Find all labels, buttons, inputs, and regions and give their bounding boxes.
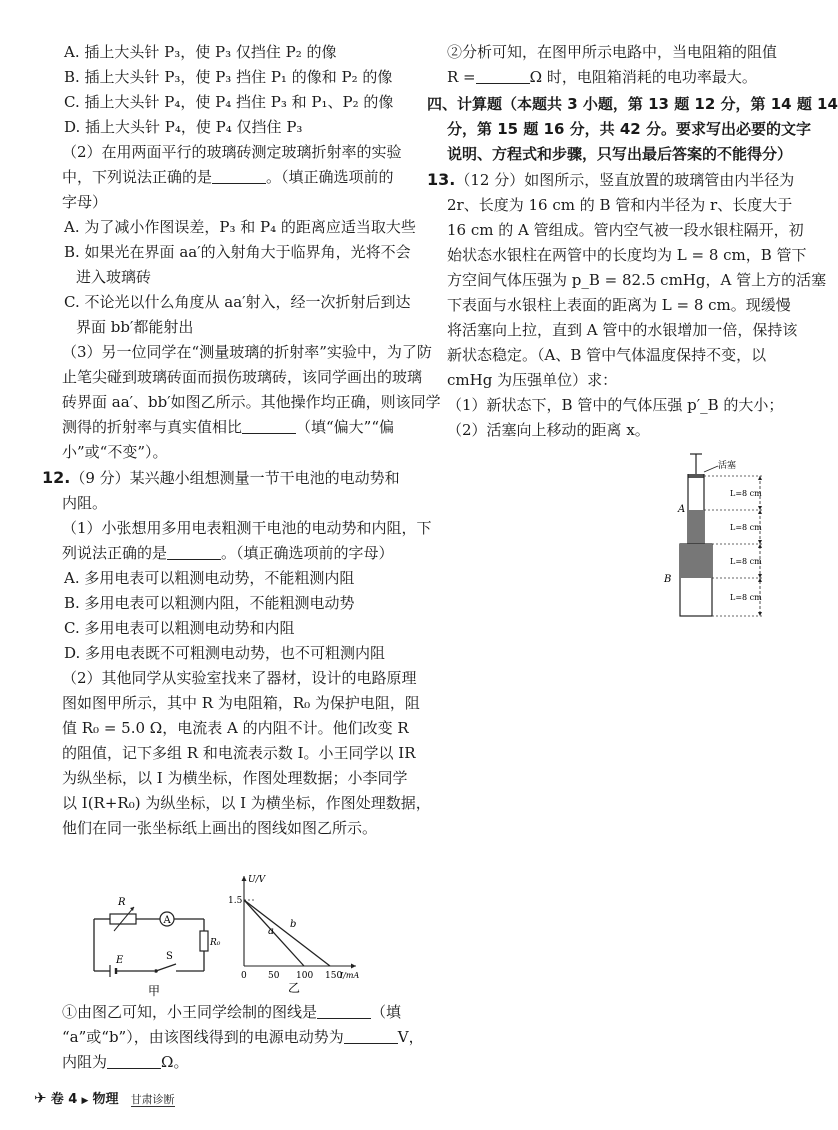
glass-tube-figure <box>660 452 790 624</box>
q11-part3-line5: 小”或“不变”）。 <box>62 443 168 461</box>
q12-part2-line3: 值 R₀ = 5.0 Ω，电流表 A 的内阻不计。他们改变 R <box>62 719 409 737</box>
q12-part2-line5: 为纵坐标，以 I 为横坐标，作图处理数据；小李同学 <box>62 769 408 787</box>
circuit-diagram <box>86 885 226 1000</box>
page-footer <box>34 1088 175 1107</box>
q11-part2-option-b: B. 如果光在界面 aa′的入射角大于临界角，光将不会 <box>64 243 411 261</box>
y-axis-arrow <box>242 876 247 881</box>
label-s: S <box>166 951 173 962</box>
label-a: A <box>163 915 171 926</box>
q11-option-d: D. 插上大头针 P₄，使 P₄ 仅挡住 P₃ <box>64 118 303 136</box>
q13-line8: 新状态稳定。（A、B 管中气体温度保持不变，以 <box>447 346 767 364</box>
q12-sub1-line2: “a”或“b”），由该图线得到的电源电动势为 V， <box>62 1028 424 1046</box>
q11-part2-line1: （2）在用两面平行的玻璃砖测定玻璃折射率的实验 <box>62 143 402 161</box>
q11-part2-line3: 字母） <box>62 193 108 211</box>
q12-sub2-line1: ②分析可知，在图甲所示电路中，当电阻箱的阻值 <box>447 43 778 61</box>
piston <box>688 474 704 478</box>
q13-line4: 始状态水银柱在两管中的长度均为 L = 8 cm，B 管下 <box>447 246 807 264</box>
q12-sub1-line1: ①由图乙可知，小王同学绘制的图线是 （填 <box>62 1003 402 1021</box>
protective-resistor-symbol <box>200 931 208 951</box>
line-b-label: b <box>290 919 297 930</box>
footer-volume: 卷 4 <box>50 1092 78 1107</box>
mercury-column-b <box>680 544 712 578</box>
q12-part1-option-c: C. 多用电表可以粗测电动势和内阻 <box>64 619 295 637</box>
switch-lever <box>156 964 176 971</box>
right-column <box>427 40 838 443</box>
q11-option-b: B. 插上大头针 P₃，使 P₃ 挡住 P₁ 的像和 P₂ 的像 <box>64 68 393 86</box>
left-column <box>42 40 441 841</box>
question-number: 13. <box>427 170 456 189</box>
label-tube-b: B <box>664 574 672 585</box>
q12-part2-line6: 以 I(R+R₀) 为纵坐标，以 I 为横坐标，作图处理数据， <box>62 794 431 812</box>
answer-blank[interactable] <box>167 545 221 560</box>
q11-part2-option-c: C. 不论光以什么角度从 aa′射入，经一次折射后到达 <box>64 293 411 311</box>
q11-part3-line4: 测得的折射率与真实值相比 （填“偏大”“偏 <box>62 418 395 436</box>
caption-jia: 甲 <box>148 984 161 998</box>
q12-part1-option-b: B. 多用电表可以粗测内阻，不能粗测电动势 <box>64 594 355 612</box>
y-tick-label: 1.5 <box>228 896 243 906</box>
line-b <box>244 900 330 966</box>
q13-line3: 16 cm 的 A 管组成。管内空气被一段水银柱隔开，初 <box>447 221 804 239</box>
q12-sub2-line2: R = Ω 时，电阻箱消耗的电功率最大。 <box>447 68 757 86</box>
answer-blank[interactable] <box>212 169 266 184</box>
dim-label-2: L=8 cm <box>730 523 762 532</box>
section4-heading-line1: 四、计算题（本题共 3 小题，第 13 题 12 分，第 14 题 14 <box>427 95 838 113</box>
x-tick-150: 150 <box>325 971 343 981</box>
resistance-box-symbol <box>110 914 136 924</box>
q11-part3-line2: 止笔尖碰到玻璃砖面而损伤玻璃砖，该同学画出的玻璃 <box>62 368 423 386</box>
answer-blank[interactable] <box>242 419 296 434</box>
line-a <box>244 900 304 966</box>
x-tick-0: 0 <box>241 971 247 981</box>
question-number: 12. <box>42 468 71 487</box>
x-axis-arrow <box>351 964 356 969</box>
q13-part2: （2）活塞向上移动的距离 x。 <box>447 421 650 439</box>
q12-part2-line4: 的阻值，记下多组 R 和电流表示数 I。小王同学以 IR <box>62 744 416 762</box>
paper-plane-icon: ✈ <box>34 1089 47 1107</box>
q11-part2-option-b-cont: 进入玻璃砖 <box>76 268 152 286</box>
q12-part1-option-a: A. 多用电表可以粗测电动势，不能粗测内阻 <box>64 569 355 587</box>
graph-yi <box>226 870 361 995</box>
q12-heading: 12.（9 分）某兴趣小组想测量一节干电池的电动势和 <box>42 468 400 487</box>
x-tick-100: 100 <box>296 971 314 981</box>
caption-yi: 乙 <box>288 981 301 995</box>
line-a-label: a <box>268 926 274 937</box>
q11-option-a: A. 插上大头针 P₃，使 P₃ 仅挡住 P₂ 的像 <box>64 43 337 61</box>
q12-part2-line7: 他们在同一张坐标纸上画出的图线如图乙所示。 <box>62 819 378 837</box>
footer-subject: 物理 <box>92 1092 119 1107</box>
q13-heading: 13.（12 分）如图所示，竖直放置的玻璃管由内半径为 <box>427 170 795 189</box>
q11-part2-option-c-cont: 界面 bb′都能射出 <box>76 318 194 336</box>
q11-option-c: C. 插上大头针 P₄，使 P₄ 挡住 P₃ 和 P₁、P₂ 的像 <box>64 93 394 111</box>
q11-part2-line2: 中，下列说法正确的是 。（填正确选项前的 <box>62 168 394 186</box>
dim-label-4: L=8 cm <box>730 593 762 602</box>
q12-part2-line2: 图如图甲所示，其中 R 为电阻箱，R₀ 为保护电阻，阻 <box>62 694 420 712</box>
q13-line2: 2r、长度为 16 cm 的 B 管和内半径为 r、长度大于 <box>447 196 793 214</box>
answer-blank[interactable] <box>476 69 530 84</box>
section4-heading-line2: 分，第 15 题 16 分，共 42 分。要求写出必要的文字 <box>447 120 811 138</box>
q11-part2-option-a: A. 为了减小作图误差，P₃ 和 P₄ 的距离应适当取大些 <box>64 218 416 236</box>
q13-line5: 方空间气体压强为 p_B = 82.5 cmHg，A 管上方的活塞 <box>447 271 827 289</box>
x-axis-label: I/mA <box>340 971 360 980</box>
q12-sub1 <box>62 1000 424 1075</box>
q12-part1-line1: （1）小张想用多用电表粗测干电池的电动势和内阻，下 <box>62 519 432 537</box>
q13-line9: cmHg 为压强单位）求： <box>447 371 618 389</box>
q13-line6: 下表面与水银柱上表面的距离为 L = 8 cm。现缓慢 <box>447 296 791 314</box>
mercury-column-a <box>688 510 704 544</box>
q12-sub1-line3: 内阻为 Ω。 <box>62 1053 189 1071</box>
label-e: E <box>116 955 124 966</box>
q13-part1: （1）新状态下，B 管中的气体压强 p′_B 的大小； <box>447 396 784 414</box>
y-axis-label: U/V <box>248 875 266 885</box>
piston-label: 活塞 <box>718 461 737 471</box>
q12-part2-line1: （2）其他同学从实验室找来了器材，设计的电路原理 <box>62 669 417 687</box>
answer-blank[interactable] <box>107 1054 161 1069</box>
label-r0: R₀ <box>210 938 221 948</box>
x-tick-50: 50 <box>268 971 280 981</box>
dim-label-1: L=8 cm <box>730 489 762 498</box>
q12-heading-cont: 内阻。 <box>62 494 108 512</box>
q13-line7: 将活塞向上拉，直到 A 管中的水银增加一倍，保持该 <box>447 321 798 339</box>
footer-brand: 甘肃诊断 <box>130 1093 175 1106</box>
answer-blank[interactable] <box>344 1029 398 1044</box>
q11-part3-line3: 砖界面 aa′、bb′如图乙所示。其他操作均正确，则该同学 <box>62 393 441 411</box>
section4-heading-line3: 说明、方程式和步骤，只写出最后答案的不能得分） <box>447 145 793 163</box>
q12-part1-option-d: D. 多用电表既不可粗测电动势，也不可粗测内阻 <box>64 644 386 662</box>
footer-arrow-icon: ▶ <box>81 1096 89 1106</box>
label-tube-a: A <box>678 504 686 515</box>
answer-blank[interactable] <box>317 1004 371 1019</box>
dim-label-3: L=8 cm <box>730 557 762 566</box>
q12-part1-line2: 列说法正确的是 。（填正确选项前的字母） <box>62 544 394 562</box>
label-r: R <box>118 897 126 908</box>
q11-part3-line1: （3）另一位同学在“测量玻璃的折射率”实验中，为了防 <box>62 343 432 361</box>
